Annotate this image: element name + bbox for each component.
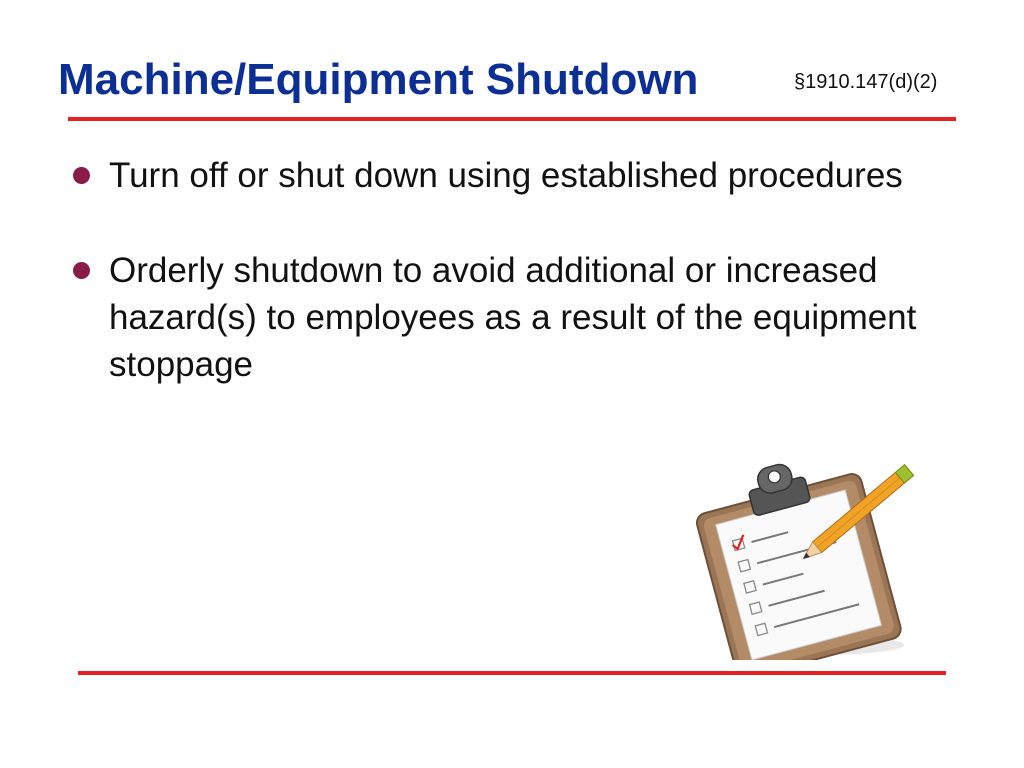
footer-divider: [78, 671, 946, 675]
bullet-dot-icon: [73, 262, 90, 279]
slide-title: Machine/Equipment Shutdown: [58, 55, 699, 104]
bullet-item: [70, 247, 930, 388]
bullet-text: Orderly shutdown to avoid additional or increased hazard(s) to employees as a result of the equipment stoppage: [109, 251, 917, 384]
bullet-dot-icon: [73, 167, 90, 184]
title-divider: [68, 117, 956, 121]
bullet-text: Turn off or shut down using established procedures: [109, 156, 903, 195]
bullet-item: [70, 152, 930, 199]
clipboard-pencil-icon: [688, 440, 928, 660]
regulation-citation: §1910.147(d)(2): [794, 71, 938, 93]
bullet-list: [70, 152, 930, 436]
